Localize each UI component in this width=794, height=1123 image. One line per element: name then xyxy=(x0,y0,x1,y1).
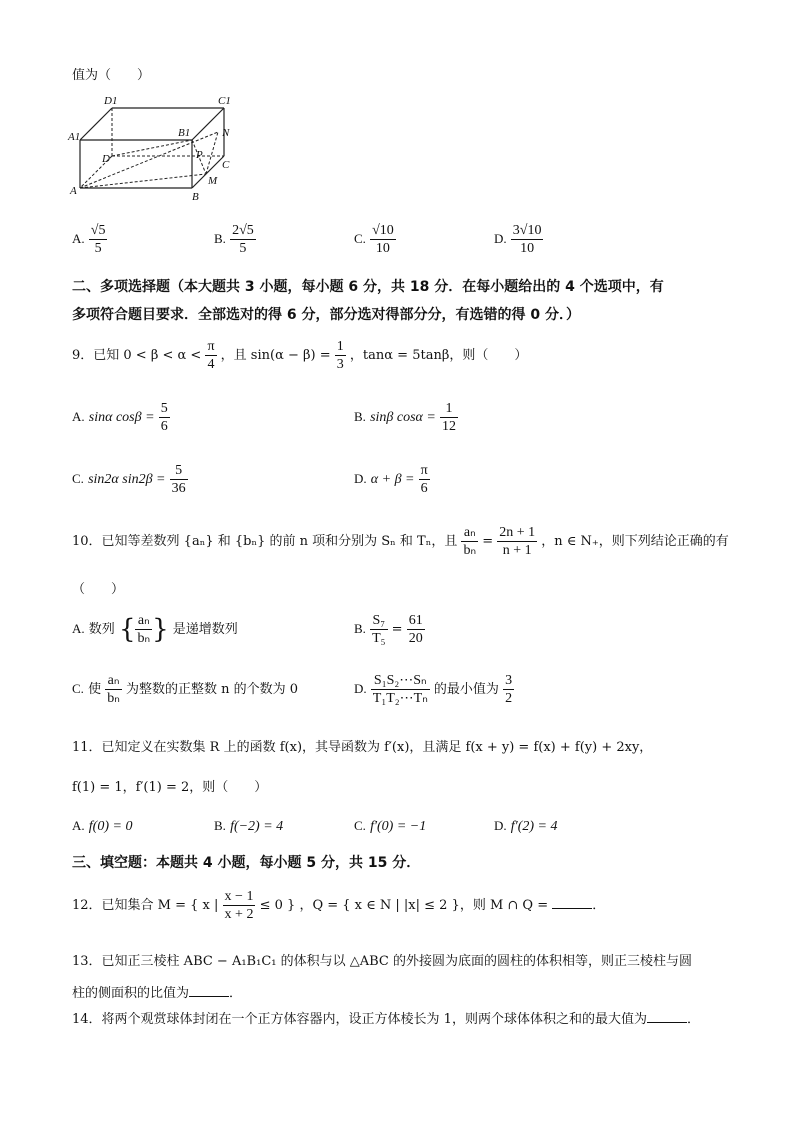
q11-option-b[interactable]: B. f(−2) = 4 xyxy=(214,818,284,834)
cuboid-figure xyxy=(66,94,246,204)
answer-blank[interactable] xyxy=(647,1010,687,1023)
q12-stem: 12．已知集合 M = { x | $\frac{x - 1}{x + 2}$ ≤ 0 } ，Q = { x ∈ N | |x| ≤ 2 }，则 M ∩ Q = ． xyxy=(72,889,606,922)
label-p: P xyxy=(196,149,203,161)
q11-option-d[interactable]: D. f′(2) = 4 xyxy=(494,818,558,834)
left-brace: { xyxy=(118,614,136,645)
q10-option-c[interactable]: C. 使 $\frac{\text{aₙ}}{\text{bₙ}}$ 为整数的正整数 n 的个数为 0 xyxy=(72,673,298,706)
q10-option-d[interactable]: D. $\frac{\text{S₁S₂⋯Sₙ}}{\text{T₁T₂⋯Tₙ}}$ 的最小值为 $\frac{3}{2}$ xyxy=(354,673,513,706)
label-b: B xyxy=(192,191,199,203)
label-m: M xyxy=(208,175,218,187)
right-brace: } xyxy=(152,614,169,645)
label-c: C xyxy=(222,159,230,171)
q11-option-c[interactable]: C. f′(0) = −1 xyxy=(354,818,427,834)
q11-option-a[interactable]: A. f(0) = 0 xyxy=(72,818,133,834)
label-d: D xyxy=(102,153,110,165)
q9-option-c[interactable]: C. sin2α sin2β = $\frac{5}{36}$ xyxy=(72,463,186,496)
q8-option-d[interactable]: D. $\frac{3√10}{10}$ xyxy=(494,223,542,256)
q10-option-a[interactable]: A. 数列 { $\frac{\text{aₙ}}{\text{bₙ}}$ } 是递增数列 xyxy=(72,613,238,646)
label-a1: A1 xyxy=(68,131,81,143)
q8-option-a[interactable]: A. $\frac{√5}{5}$ xyxy=(72,223,106,256)
q10-option-b[interactable]: B. $\frac{\text{S₇}}{\text{T₅}}$ = $\frac{61}{20}$ xyxy=(354,613,423,646)
q8-option-b[interactable]: B. $\frac{2√5}{5}$ xyxy=(214,223,254,256)
label-b1: B1 xyxy=(178,127,191,139)
section3-heading: 三、填空题：本题共 4 小题，每小题 5 分，共 15 分． xyxy=(72,855,421,871)
answer-blank[interactable] xyxy=(189,984,229,997)
label-d1: D1 xyxy=(104,95,118,107)
q9-stem: 9．已知 0 < β < α < $\frac{\pi}{4}$ ，且 sin(α − β) = $\frac{1}{3}$ ，tanα = 5tanβ，则（ ） xyxy=(72,339,528,372)
q13-stem-line1: 13．已知正三棱柱 ABC − A₁B₁C₁ 的体积与以 △ABC 的外接圆为底面的圆柱的体积相等，则正三棱柱与圆 xyxy=(72,954,693,969)
q10-paren: （ ） xyxy=(72,582,125,597)
q13-stem-line2: 柱的侧面积的比值为 ． xyxy=(72,986,243,1001)
q11-stem-line2: f(1) = 1，f′(1) = 2，则（ ） xyxy=(72,780,268,795)
q14-stem: 14．将两个观赏球体封闭在一个正方体容器内，设正方体棱长为 1，则两个球体体积之和的最大值为 ． xyxy=(72,1012,700,1027)
label-n: N xyxy=(222,127,230,139)
label-c1: C1 xyxy=(218,95,231,107)
answer-blank[interactable] xyxy=(552,896,592,909)
section2-heading-line1: 二、多项选择题（本大题共 3 小题，每小题 6 分，共 18 分．在每小题给出的 4 个选项中，有 xyxy=(72,279,664,295)
q8-option-c[interactable]: C. $\frac{√10}{10}$ xyxy=(354,223,394,256)
q11-stem-line1: 11．已知定义在实数集 R 上的函数 f(x)，其导函数为 f′(x)，且满足 f(x + y) = f(x) + f(y) + 2xy， xyxy=(72,740,653,755)
q8-stem-tail: 值为（ ） xyxy=(72,68,151,83)
q9-option-a[interactable]: A. sinα cosβ = $\frac{5}{6}$ xyxy=(72,401,168,434)
q9-option-d[interactable]: D. α + β = $\frac{\pi}{6}$ xyxy=(354,463,428,496)
section2-heading-line2: 多项符合题目要求．全部选对的得 6 分，部分选对得部分分，有选错的得 0 分．） xyxy=(72,307,580,323)
q9-option-b[interactable]: B. sinβ cosα = $\frac{1}{12}$ xyxy=(354,401,456,434)
q10-stem: 10．已知等差数列 {aₙ} 和 {bₙ} 的前 n 项和分别为 Sₙ 和 Tₙ，且 $\frac{\text{aₙ}}{\text{bₙ}}$ = $\frac{2n + 1}{n + 1}$ ，n ∈ N₊，则下列结论正确的有 xyxy=(72,525,729,558)
label-a: A xyxy=(70,185,77,197)
